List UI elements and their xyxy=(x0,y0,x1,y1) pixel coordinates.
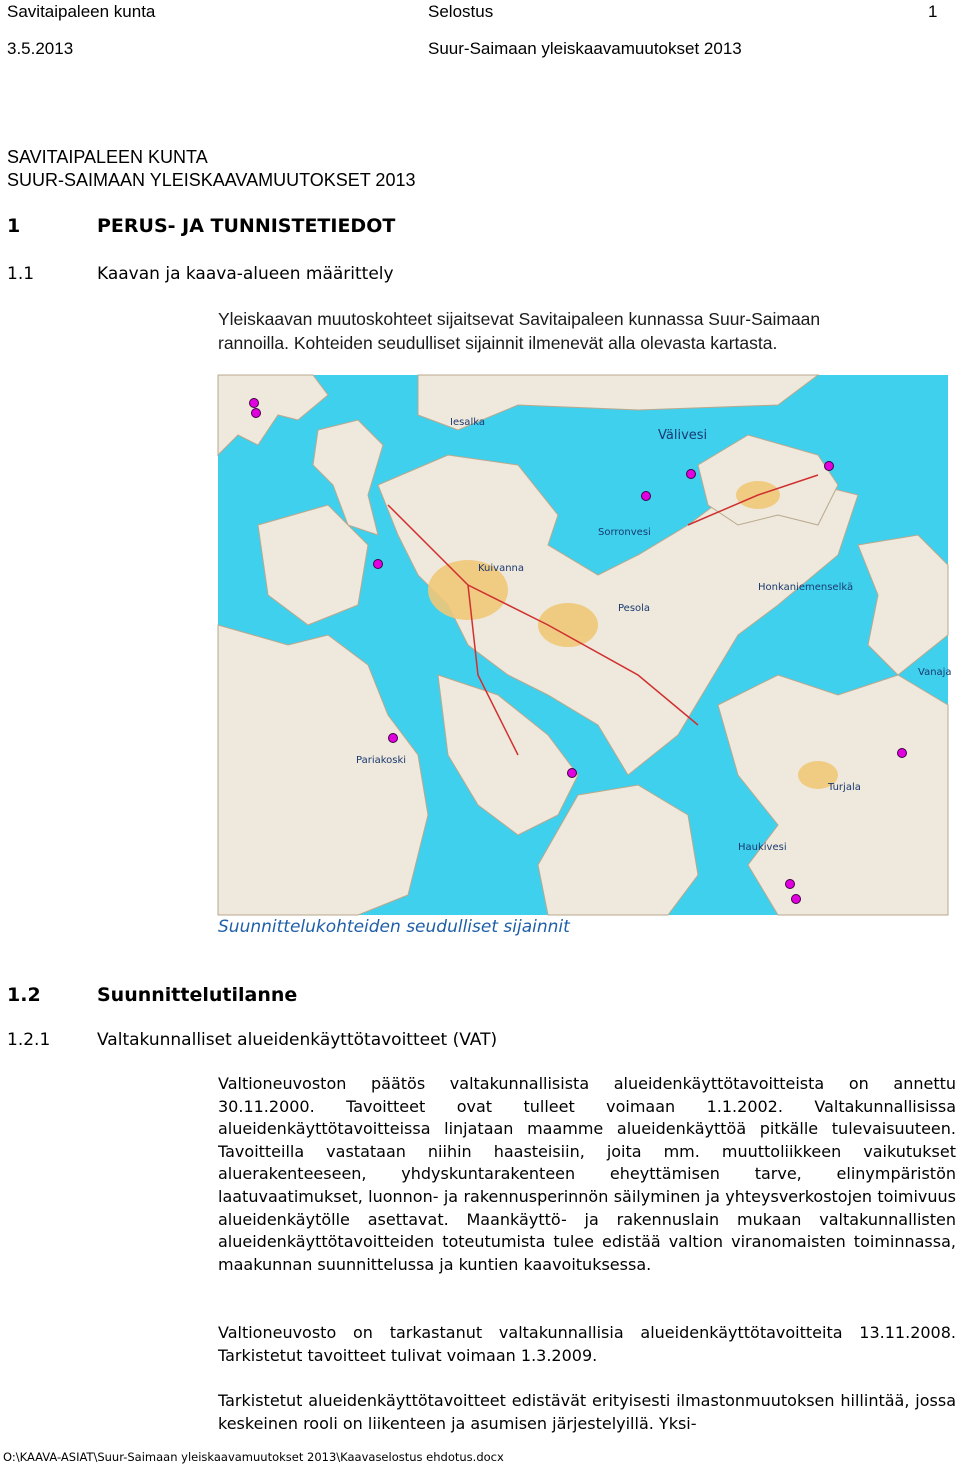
header-date: 3.5.2013 xyxy=(7,39,74,58)
header-municipality: Savitaipaleen kunta xyxy=(7,2,156,21)
map-site-marker xyxy=(898,749,907,758)
intro-line-1: Yleiskaavan muutoskohteet sijaitsevat Savitaipaleen kunnassa Suur-Saimaan xyxy=(218,309,821,329)
section-1-1-number: 1.1 xyxy=(7,264,35,284)
section-1-title: PERUS- JA TUNNISTETIEDOT xyxy=(97,215,396,237)
paragraph-vat-revision: Valtioneuvosto on tarkastanut valtakunnallisia alueidenkäyttötavoitteita 13.11.2008. Tarkistetut tavoitteet tulivat voimaan 1.3.2009. xyxy=(218,1323,956,1365)
header-page-number: 1 xyxy=(928,2,938,21)
header-project: Suur-Saimaan yleiskaavamuutokset 2013 xyxy=(428,39,742,58)
footer-file-path: O:\KAAVA-ASIAT\Suur-Saimaan yleiskaavamuutokset 2013\Kaavaselostus ehdotus.docx xyxy=(3,1450,504,1464)
paragraph-vat-decision: Valtioneuvoston päätös valtakunnallisista alueidenkäyttötavoitteista on annettu 30.11.2000. Tavoitteet ovat tulleet voimaan 1.1.2002. Valtakunnallisissa alueidenkäyttötavoitteissa linjataan maamme alueidenkäyttöä pitkälle tulevaisuuteen. Tavoitteilla vastataan niihin haasteisiin, joita mm. muuttoliikkeen vaikutukset aluerakenteeseen, yhdyskuntarakenteen eheyttämisen tarve, elinympäristön laatuvaatimukset, luonnon- ja rakennusperinnön säilyminen ja yhteysverkostojen toimivuus alueidenkäytölle asettavat. Maankäyttö- ja rakennuslain mukaan valtakunnallisten alueidenkäyttötavoitteiden toteutumista tulee edistää valtion viranomaisten toiminnassa, maakunnan suunnittelussa ja kuntien kaavoituksessa. xyxy=(218,1074,956,1274)
map-label-kuivanna: Kuivanna xyxy=(478,563,525,574)
map-site-marker xyxy=(568,769,577,778)
regional-location-map xyxy=(218,375,952,915)
section-1-2-number: 1.2 xyxy=(7,984,41,1006)
section-1-2-1-title: Valtakunnalliset alueidenkäyttötavoitteet (VAT) xyxy=(97,1030,498,1050)
map-label-turjala: Turjala xyxy=(828,782,861,793)
map-site-marker xyxy=(250,399,259,408)
map-site-marker xyxy=(786,880,795,889)
map-label-valivesi: Välivesi xyxy=(658,428,708,443)
map-site-marker xyxy=(642,492,651,501)
map-label-pesola: Pesola xyxy=(618,603,651,614)
map-label-iesalka: Iesalka xyxy=(450,417,485,428)
map-site-marker xyxy=(792,895,801,904)
document-title-line1: SAVITAIPALEEN KUNTA xyxy=(7,147,208,167)
header-doc-type: Selostus xyxy=(428,2,494,21)
section-1-number: 1 xyxy=(7,215,21,237)
map-label-honkaniemenselka: Honkaniemenselkä xyxy=(758,582,854,593)
map-site-marker xyxy=(374,560,383,569)
map-site-marker xyxy=(825,462,834,471)
section-1-2-1-number: 1.2.1 xyxy=(7,1030,51,1050)
section-1-2-title: Suunnittelutilanne xyxy=(97,984,298,1006)
map-caption: Suunnittelukohteiden seudulliset sijainnit xyxy=(218,917,570,937)
map-site-marker xyxy=(687,470,696,479)
map-label-vanaja: Vanaja xyxy=(918,667,952,678)
map-label-sorronvesi: Sorronvesi xyxy=(598,527,651,538)
intro-line-2: rannoilla. Kohteiden seudulliset sijainnit ilmenevät alla olevasta kartasta. xyxy=(218,333,778,353)
document-title-line2: SUUR-SAIMAAN YLEISKAAVAMUUTOKSET 2013 xyxy=(7,170,416,190)
map-label-haukivesi: Haukivesi xyxy=(738,842,787,853)
section-1-1-title: Kaavan ja kaava-alueen määrittely xyxy=(97,264,394,284)
map-label-pariakoski: Pariakoski xyxy=(356,755,407,766)
paragraph-revised-goals: Tarkistetut alueidenkäyttötavoitteet edistävät erityisesti ilmastonmuutoksen hillintää, jossa keskeinen rooli on liikenteen ja asumisen järjestelyillä. Yksi- xyxy=(218,1391,956,1433)
map-site-marker xyxy=(252,409,261,418)
map-site-marker xyxy=(389,734,398,743)
